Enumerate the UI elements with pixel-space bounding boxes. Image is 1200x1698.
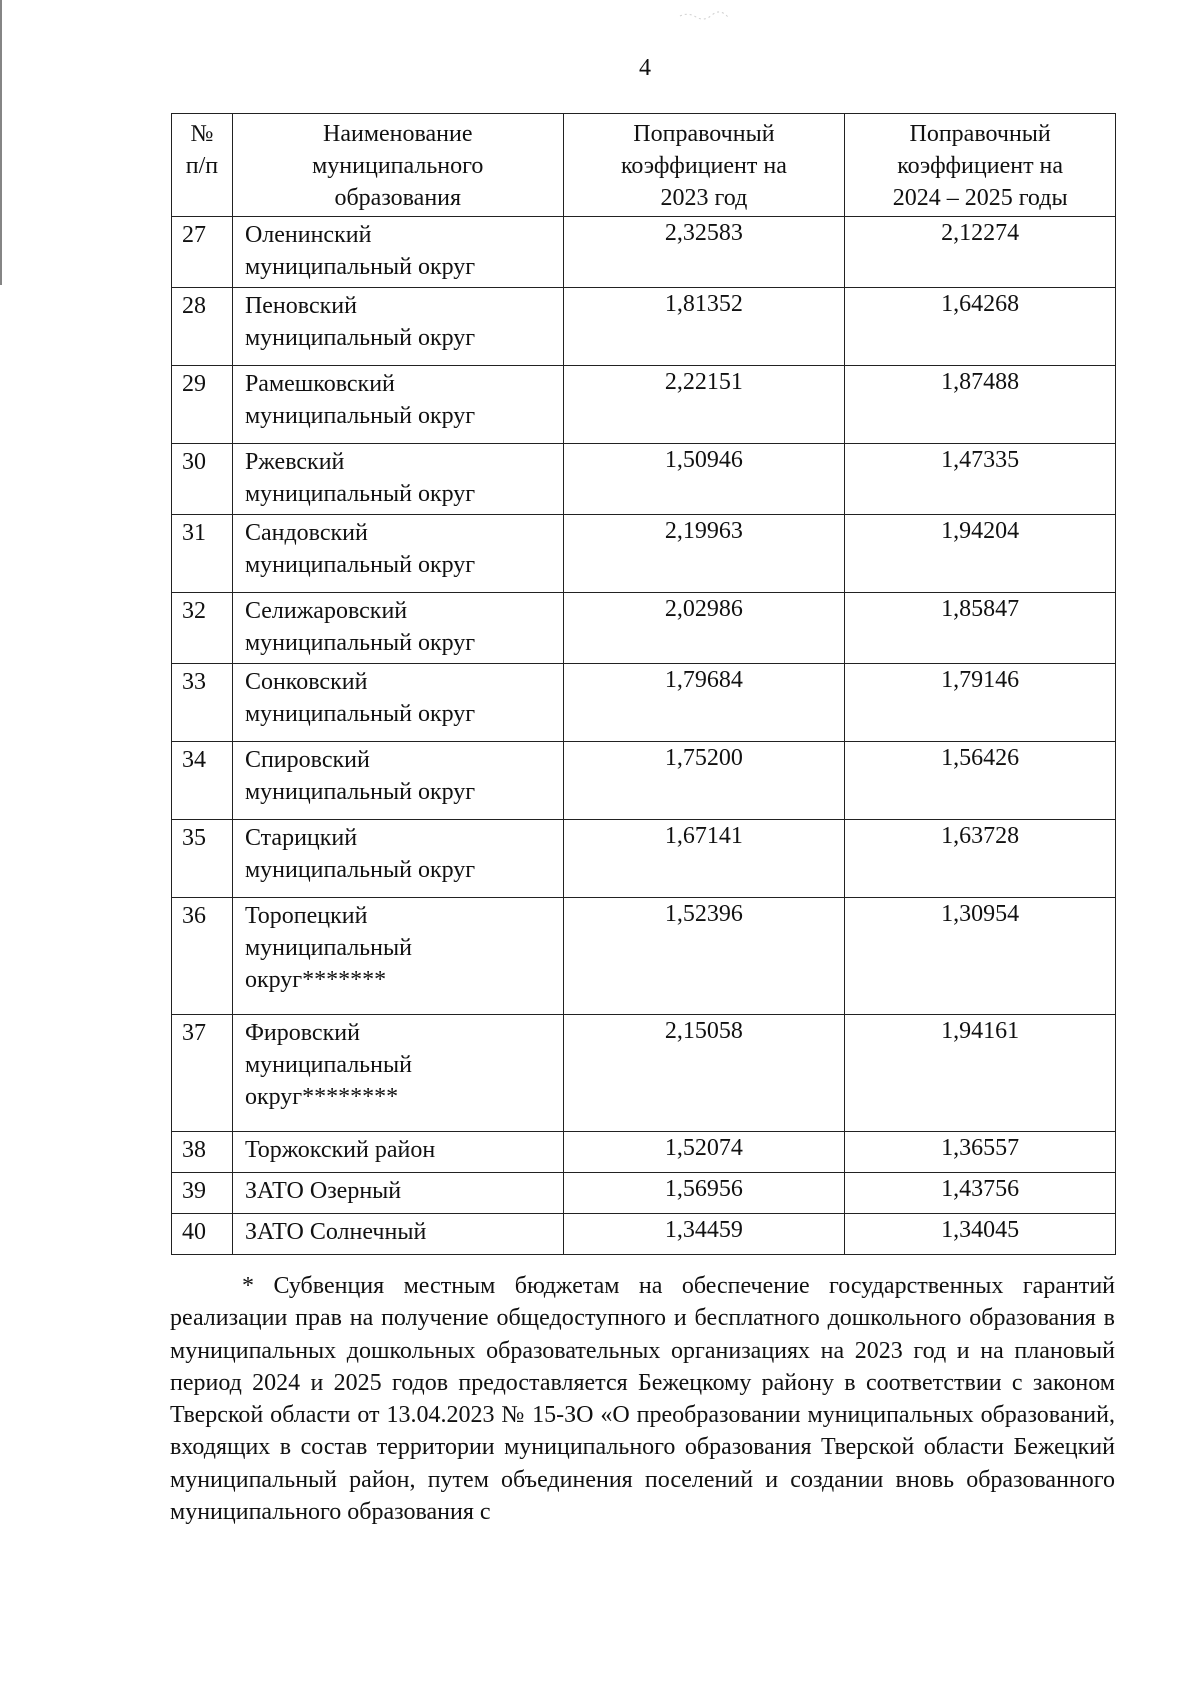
coef-2024-2025: 1,94161 <box>845 1015 1116 1132</box>
table-row <box>172 366 1116 444</box>
header-coef-2024-2025: Поправочный коэффициент на 2024 – 2025 годы <box>845 114 1116 217</box>
table-row <box>172 515 1116 593</box>
municipality-name: ЗАТО Озерный <box>232 1173 563 1214</box>
municipality-name: Рамешковский муниципальный округ <box>232 366 563 444</box>
municipality-name: Селижаровский муниципальный округ <box>232 593 563 664</box>
municipality-name: Старицкий муниципальный округ <box>232 820 563 898</box>
table-row <box>172 742 1116 820</box>
coef-2023: 2,15058 <box>563 1015 845 1132</box>
page-number: 4 <box>639 55 651 81</box>
row-number: 35 <box>172 820 233 898</box>
row-number: 39 <box>172 1173 233 1214</box>
row-number: 28 <box>172 288 233 366</box>
coef-2024-2025: 1,85847 <box>845 593 1116 664</box>
coef-2023: 1,56956 <box>563 1173 845 1214</box>
coef-2023: 2,32583 <box>563 217 845 288</box>
coef-2024-2025: 2,12274 <box>845 217 1116 288</box>
coef-2023: 1,34459 <box>563 1214 845 1255</box>
coef-2024-2025: 1,87488 <box>845 366 1116 444</box>
municipality-name: Пеновский муниципальный округ <box>232 288 563 366</box>
coef-2023: 2,02986 <box>563 593 845 664</box>
coef-2024-2025: 1,34045 <box>845 1214 1116 1255</box>
municipality-name: Торжокский район <box>232 1132 563 1173</box>
municipality-name: Торопецкий муниципальный округ******* <box>232 898 563 1015</box>
table-row <box>172 593 1116 664</box>
coef-2023: 1,79684 <box>563 664 845 742</box>
table-row <box>172 1132 1116 1173</box>
coef-2023: 1,75200 <box>563 742 845 820</box>
row-number: 30 <box>172 444 233 515</box>
table-row <box>172 217 1116 288</box>
coef-2024-2025: 1,47335 <box>845 444 1116 515</box>
table-row <box>172 898 1116 1015</box>
table-row <box>172 1214 1116 1255</box>
coefficient-table <box>171 113 1116 1255</box>
municipality-name: Фировский муниципальный округ******** <box>232 1015 563 1132</box>
row-number: 32 <box>172 593 233 664</box>
header-num: № п/п <box>172 114 233 217</box>
coef-2023: 1,67141 <box>563 820 845 898</box>
table-row <box>172 1015 1116 1132</box>
coef-2024-2025: 1,94204 <box>845 515 1116 593</box>
coef-2024-2025: 1,56426 <box>845 742 1116 820</box>
coef-2023: 1,52074 <box>563 1132 845 1173</box>
row-number: 36 <box>172 898 233 1015</box>
municipality-name: Спировский муниципальный округ <box>232 742 563 820</box>
coef-2024-2025: 1,63728 <box>845 820 1116 898</box>
coef-2024-2025: 1,36557 <box>845 1132 1116 1173</box>
header-coef-2023: Поправочный коэффициент на 2023 год <box>563 114 845 217</box>
scan-artifact <box>678 10 738 22</box>
coef-2023: 1,81352 <box>563 288 845 366</box>
footnote-paragraph: * Субвенция местным бюджетам на обеспечение государственных гарантий реализации прав на получение общедоступного и бесплатного дошкольного образования в муниципальных дошкольных образовательных организациях на 2023 год и на плановый период 2024 и 2025 годов предоставляется Бежецкому району в соответствии с законом Тверской области от 13.04.2023 № 15-ЗО «О преобразовании муниципальных образований, входящих в состав территории муниципального образования Тверской области Бежецкий муниципальный район, путем объединения поселений и создании вновь образованного муниципального образования с <box>170 1273 1115 1526</box>
municipality-name: ЗАТО Солнечный <box>232 1214 563 1255</box>
row-number: 34 <box>172 742 233 820</box>
coef-2023: 2,19963 <box>563 515 845 593</box>
table-row <box>172 288 1116 366</box>
coef-2023: 1,50946 <box>563 444 845 515</box>
municipality-name: Оленинский муниципальный округ <box>232 217 563 288</box>
coef-2024-2025: 1,64268 <box>845 288 1116 366</box>
table-row <box>172 444 1116 515</box>
row-number: 33 <box>172 664 233 742</box>
coef-2024-2025: 1,79146 <box>845 664 1116 742</box>
row-number: 29 <box>172 366 233 444</box>
scan-edge-line <box>0 0 2 285</box>
row-number: 37 <box>172 1015 233 1132</box>
municipality-name: Сонковский муниципальный округ <box>232 664 563 742</box>
table-header-row <box>172 114 1116 217</box>
table-row <box>172 820 1116 898</box>
coef-2024-2025: 1,43756 <box>845 1173 1116 1214</box>
row-number: 38 <box>172 1132 233 1173</box>
header-name: Наименование муниципального образования <box>232 114 563 217</box>
municipality-name: Сандовский муниципальный округ <box>232 515 563 593</box>
coef-2023: 2,22151 <box>563 366 845 444</box>
row-number: 40 <box>172 1214 233 1255</box>
row-number: 31 <box>172 515 233 593</box>
coef-2023: 1,52396 <box>563 898 845 1015</box>
municipality-name: Ржевский муниципальный округ <box>232 444 563 515</box>
coef-2024-2025: 1,30954 <box>845 898 1116 1015</box>
table-row <box>172 664 1116 742</box>
table-row <box>172 1173 1116 1214</box>
row-number: 27 <box>172 217 233 288</box>
